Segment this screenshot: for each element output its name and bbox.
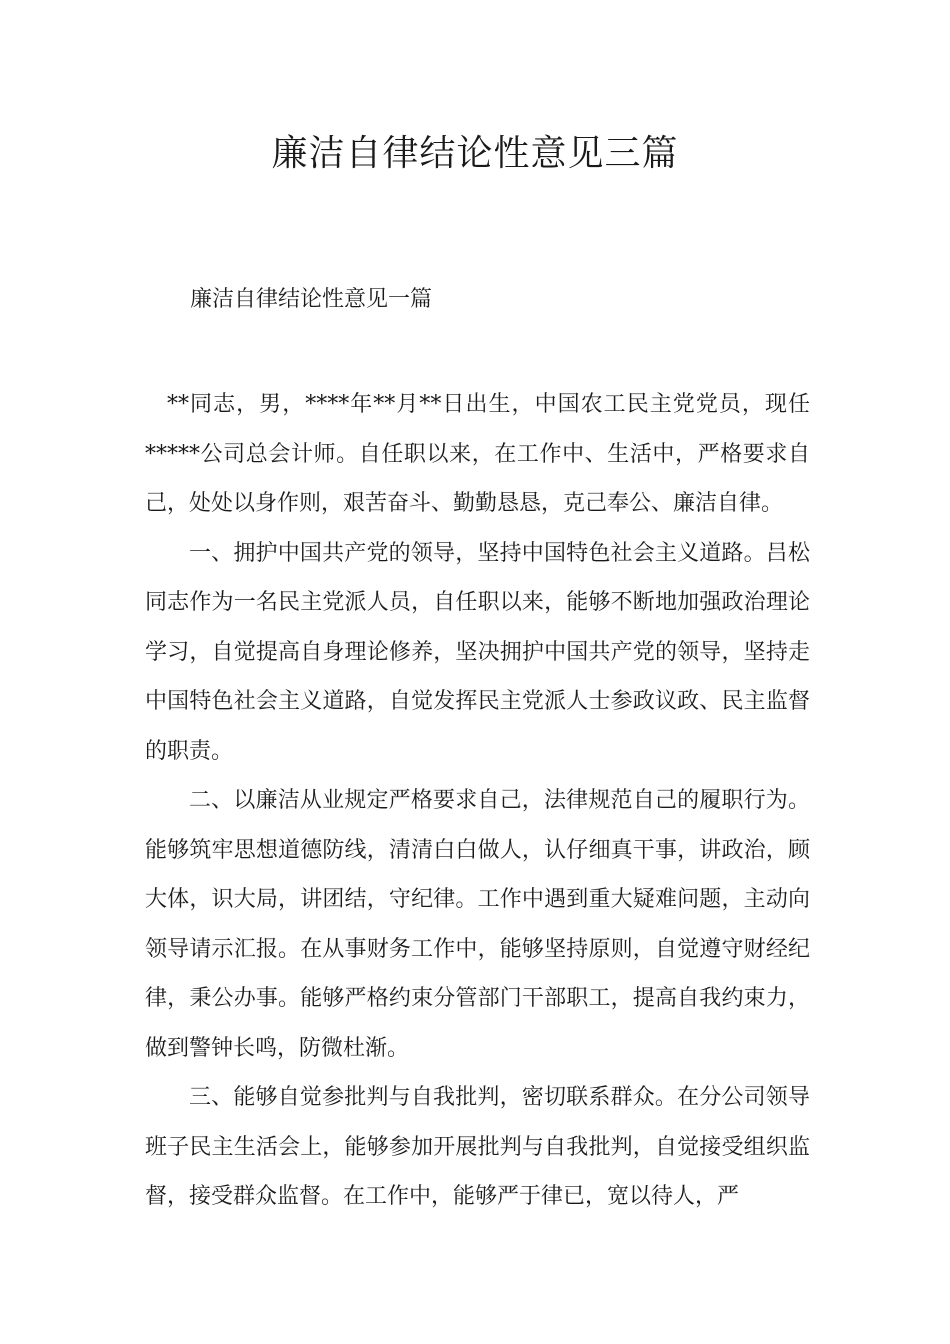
paragraph-intro: **同志，男，****年**月**日出生，中国农工民主党党员，现任*****公司总会计师。自任职以来，在工作中、生活中，严格要求自己，处处以身作则，艰苦奋斗、勤勤恳恳，克己奉公、廉洁自律。 xyxy=(145,392,810,516)
document-title: 廉洁自律结论性意见三篇 xyxy=(271,133,679,174)
section-subtitle: 廉洁自律结论性意见一篇 xyxy=(190,287,433,312)
document-body xyxy=(145,380,810,1222)
paragraph-3: 三、能够自觉参批判与自我批判，密切联系群众。在分公司领导班子民主生活会上，能够参加开展批判与自我批判，自觉接受组织监督，接受群众监督。在工作中，能够严于律已，宽以待人，严 xyxy=(145,1085,810,1209)
paragraph-2: 二、以廉洁从业规定严格要求自己，法律规范自己的履职行为。能够筑牢思想道德防线，清清白白做人，认仔细真干事，讲政治，顾大体，识大局，讲团结，守纪律。工作中遇到重大疑难问题，主动向领导请示汇报。在从事财务工作中，能够坚持原则，自觉遵守财经纪律，秉公办事。能够严格约束分管部门干部职工，提高自我约束力，做到警钟长鸣，防微杜渐。 xyxy=(145,788,810,1061)
paragraph-1: 一、拥护中国共产党的领导，坚持中国特色社会主义道路。吕松同志作为一名民主党派人员，自任职以来，能够不断地加强政治理论学习，自觉提高自身理论修养，坚决拥护中国共产党的领导，坚持走中国特色社会主义道路，自觉发挥民主党派人士参政议政、民主监督的职责。 xyxy=(145,540,810,764)
